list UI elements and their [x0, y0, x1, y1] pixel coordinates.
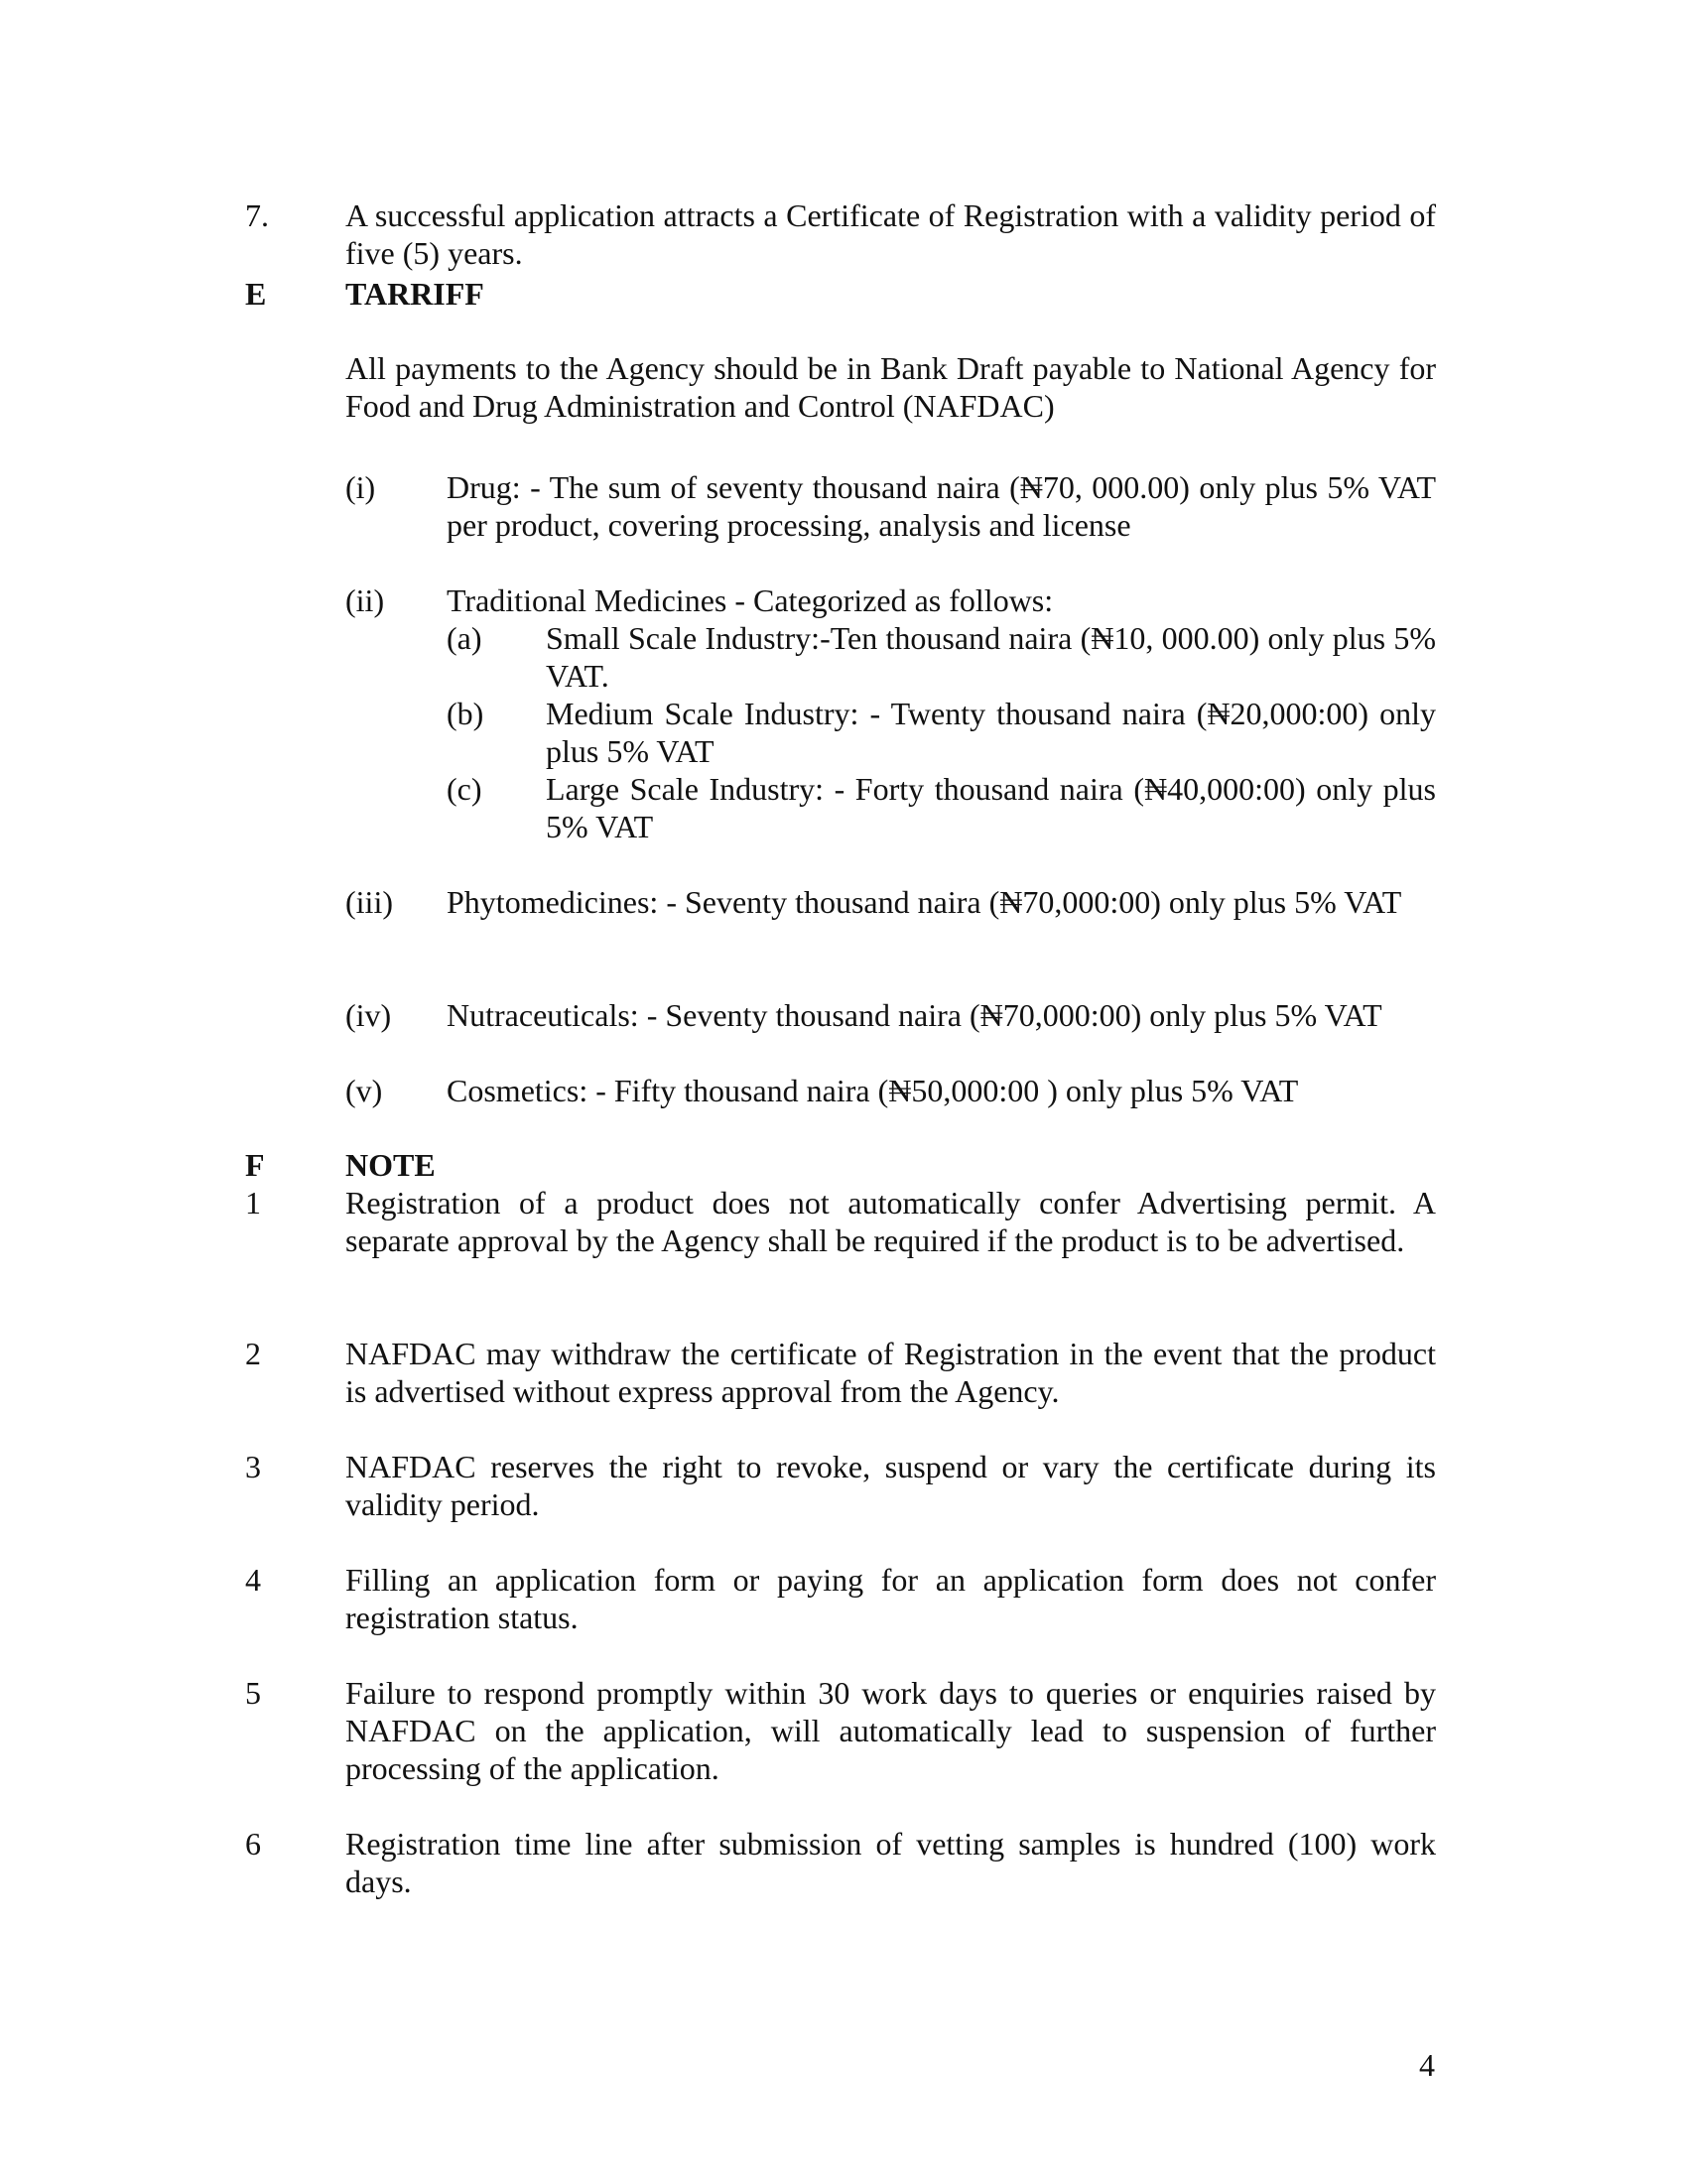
note-text: Registration of a product does not automatically confer Advertising permit. A separate approval by the Agency shall be required if the product is to be advertised. [345, 1185, 1436, 1258]
item-7-text: A successful application attracts a Certificate of Registration with a validity period of five (5) years. [345, 197, 1436, 271]
tariff-subitem-number: (c) [447, 771, 482, 807]
note-text: Filling an application form or paying for an application form does not confer registration status. [345, 1562, 1436, 1635]
tariff-item-text: Cosmetics: - Fifty thousand naira (₦50,000:00 ) only plus 5% VAT [447, 1073, 1299, 1108]
tariff-subitem-number: (b) [447, 696, 484, 731]
tariff-item-text: Drug: - The sum of seventy thousand naira (₦70, 000.00) only plus 5% VAT per product, covering processing, analysis and license [447, 469, 1436, 543]
note-number: 6 [245, 1826, 261, 1862]
tariff-item-text: Nutraceuticals: - Seventy thousand naira (₦70,000:00) only plus 5% VAT [447, 997, 1382, 1033]
section-e-letter: E [245, 276, 267, 312]
page-number: 4 [1419, 2047, 1435, 2083]
section-f-heading: NOTE [345, 1147, 436, 1183]
tariff-subitem-number: (a) [447, 620, 482, 656]
note-number: 4 [245, 1562, 261, 1598]
tariff-item-number: (v) [345, 1073, 383, 1108]
note-text: Failure to respond promptly within 30 work days to queries or enquiries raised by NAFDAC on the application, will automatically lead to suspension of further processing of the application. [345, 1675, 1436, 1786]
tariff-item-text: Traditional Medicines - Categorized as follows: [447, 582, 1054, 618]
note-text: NAFDAC reserves the right to revoke, suspend or vary the certificate during its validity period. [345, 1449, 1436, 1522]
section-e-intro: All payments to the Agency should be in Bank Draft payable to National Agency for Food and Drug Administration and Control (NAFDAC) [345, 350, 1436, 424]
item-7-number: 7. [245, 197, 269, 233]
tariff-item-number: (ii) [345, 582, 385, 618]
tariff-item-number: (iii) [345, 884, 393, 920]
tariff-subitem-text: Large Scale Industry: - Forty thousand naira (₦40,000:00) only plus 5% VAT [546, 771, 1436, 844]
note-text: NAFDAC may withdraw the certificate of Registration in the event that the product is advertised without express approval from the Agency. [345, 1336, 1436, 1409]
section-f-letter: F [245, 1147, 265, 1183]
section-e-heading: TARRIFF [345, 276, 484, 312]
note-number: 5 [245, 1675, 261, 1711]
tariff-subitem-text: Small Scale Industry:-Ten thousand naira (₦10, 000.00) only plus 5% VAT. [546, 620, 1436, 694]
note-number: 1 [245, 1185, 261, 1220]
tariff-subitem-text: Medium Scale Industry: - Twenty thousand naira (₦20,000:00) only plus 5% VAT [546, 696, 1436, 769]
tariff-item-text: Phytomedicines: - Seventy thousand naira (₦70,000:00) only plus 5% VAT [447, 884, 1402, 920]
tariff-item-number: (iv) [345, 997, 392, 1033]
note-number: 3 [245, 1449, 261, 1484]
note-text: Registration time line after submission of vetting samples is hundred (100) work days. [345, 1826, 1436, 1899]
tariff-item-number: (i) [345, 469, 376, 505]
note-number: 2 [245, 1336, 261, 1371]
